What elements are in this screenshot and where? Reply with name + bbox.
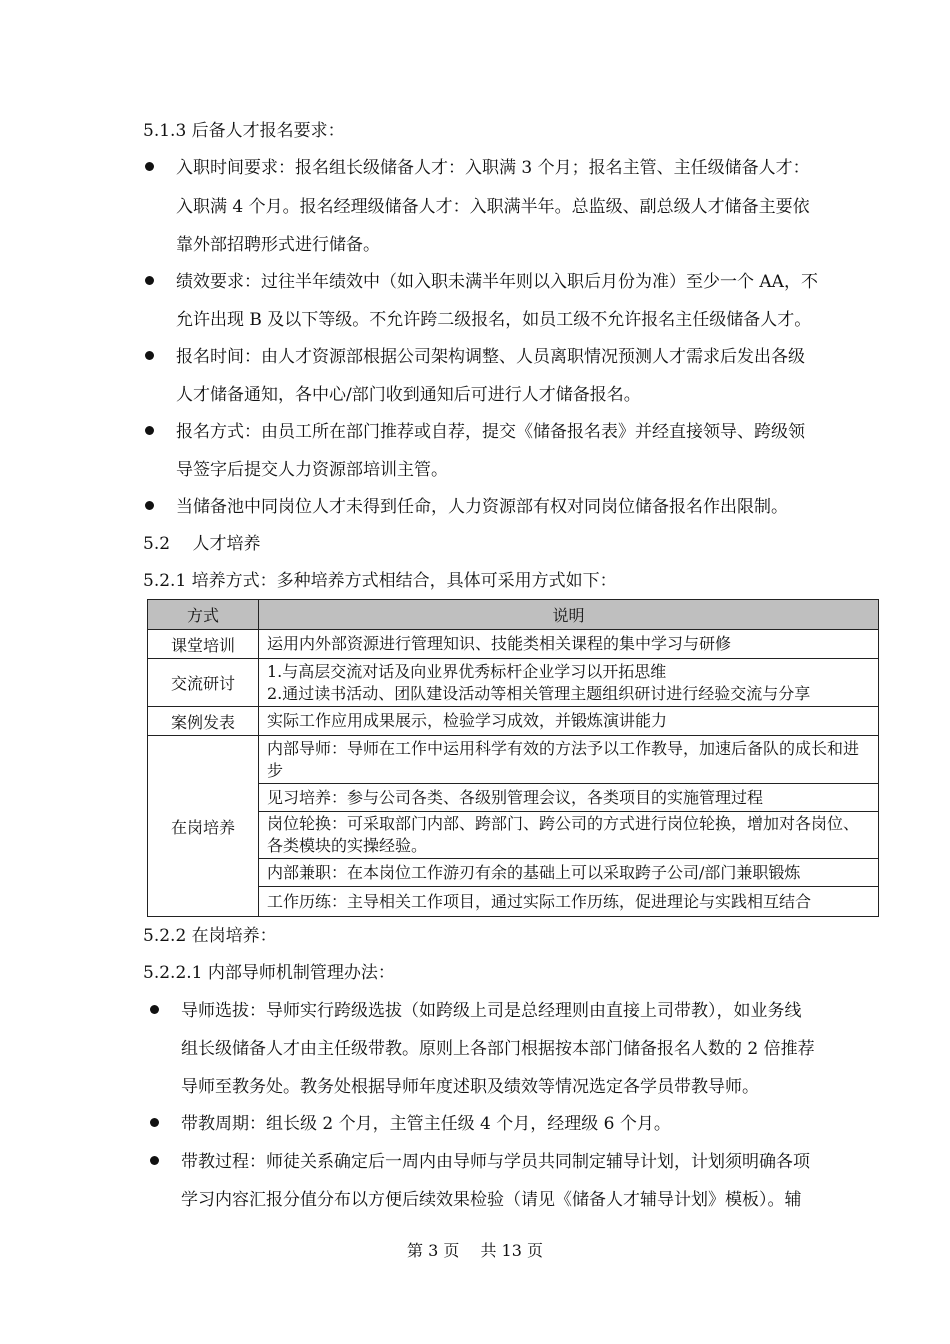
paragraph-line: 靠外部招聘形式进行储备。 <box>176 235 380 255</box>
paragraph-line: 当储备池中同岗位人才未得到任命，人力资源部有权对同岗位储备报名作出限制。 <box>176 497 788 517</box>
description-cell: 内部兼职：在本岗位工作游刃有余的基础上可以采取跨子公司/部门兼职锻炼 <box>259 859 879 887</box>
table-row <box>148 630 879 659</box>
table-row <box>148 736 879 784</box>
description-cell: 运用内外部资源进行管理知识、技能类相关课程的集中学习与研修 <box>259 630 879 659</box>
bullet-icon <box>145 162 154 171</box>
section-heading-5-1-3: 5.1.3 后备人才报名要求： <box>143 121 345 141</box>
bullet-icon <box>150 1156 159 1165</box>
bullet-icon <box>145 426 154 435</box>
paragraph-line: 报名方式：由员工所在部门推荐或自荐，提交《储备报名表》并经直接领导、跨级领 <box>176 422 805 442</box>
page-footer: 第 3 页 共 13 页 <box>407 1241 543 1260</box>
section-heading-5-2-2-1: 5.2.2.1 内部导师机制管理办法： <box>143 963 395 983</box>
paragraph-line: 学习内容汇报分值分布以方便后续效果检验（请见《储备人才辅导计划》模板）。辅 <box>181 1190 802 1210</box>
paragraph-line: 导师选拔：导师实行跨级选拔（如跨级上司是总经理则由直接上司带教），如业务线 <box>181 1001 802 1021</box>
method-cell: 课堂培训 <box>148 630 259 659</box>
bullet-icon <box>145 351 154 360</box>
section-heading-5-2-2: 5.2.2 在岗培养： <box>143 926 277 946</box>
table-row <box>148 707 879 736</box>
description-line: 2.通过读书活动、团队建设活动等相关管理主题组织研讨进行经验交流与分享 <box>267 683 811 703</box>
training-methods-table <box>147 599 879 917</box>
bullet-icon <box>145 501 154 510</box>
description-cell: 见习培养：参与公司各类、各级别管理会议，各类项目的实施管理过程 <box>259 784 879 812</box>
table-row <box>148 659 879 707</box>
section-heading-5-2-1: 5.2.1 培养方式：多种培养方式相结合，具体可采用方式如下： <box>143 571 617 591</box>
bullet-icon <box>150 1005 159 1014</box>
bullet-icon <box>150 1118 159 1127</box>
paragraph-line: 人才储备通知，各中心/部门收到通知后可进行人才储备报名。 <box>176 385 641 405</box>
paragraph-line: 入职满 4 个月。报名经理级储备人才：入职满半年。总监级、副总级人才储备主要依 <box>176 197 810 217</box>
description-cell <box>259 659 879 707</box>
description-cell: 内部导师：导师在工作中运用科学有效的方法予以工作教导，加速后备队的成长和进步 <box>259 736 879 784</box>
method-cell: 在岗培养 <box>148 736 259 917</box>
paragraph-line: 带教过程：师徒关系确定后一周内由导师与学员共同制定辅导计划，计划须明确各项 <box>181 1152 810 1172</box>
description-cell: 工作历练：主导相关工作项目，通过实际工作历练，促进理论与实践相互结合 <box>259 887 879 917</box>
description-cell: 岗位轮换：可采取部门内部、跨部门、跨公司的方式进行岗位轮换，增加对各岗位、各类模块的实操经验。 <box>259 812 879 859</box>
paragraph-line: 导签字后提交人力资源部培训主管。 <box>176 460 448 480</box>
paragraph-line: 带教周期：组长级 2 个月，主管主任级 4 个月，经理级 6 个月。 <box>181 1114 671 1134</box>
paragraph-line: 允许出现 B 及以下等级。不允许跨二级报名，如员工级不允许报名主任级储备人才。 <box>176 310 812 330</box>
table-header-description: 说明 <box>259 600 879 630</box>
description-line: 1.与高层交流对话及向业界优秀标杆企业学习以开拓思维 <box>267 661 667 681</box>
method-cell: 案例发表 <box>148 707 259 736</box>
bullet-icon <box>145 276 154 285</box>
description-cell: 实际工作应用成果展示，检验学习成效，并锻炼演讲能力 <box>259 707 879 736</box>
method-cell: 交流研讨 <box>148 659 259 707</box>
paragraph-line: 报名时间：由人才资源部根据公司架构调整、人员离职情况预测人才需求后发出各级 <box>176 347 805 367</box>
paragraph-line: 绩效要求：过往半年绩效中（如入职未满半年则以入职后月份为准）至少一个 AA，不 <box>176 272 818 292</box>
paragraph-line: 导师至教务处。教务处根据导师年度述职及绩效等情况选定各学员带教导师。 <box>181 1077 759 1097</box>
paragraph-line: 入职时间要求：报名组长级储备人才：入职满 3 个月；报名主管、主任级储备人才： <box>176 158 810 178</box>
paragraph-line: 组长级储备人才由主任级带教。原则上各部门根据按本部门储备报名人数的 2 倍推荐 <box>181 1039 815 1059</box>
section-heading-5-2: 5.2 人才培养 <box>143 534 261 554</box>
table-header-method: 方式 <box>148 600 259 630</box>
